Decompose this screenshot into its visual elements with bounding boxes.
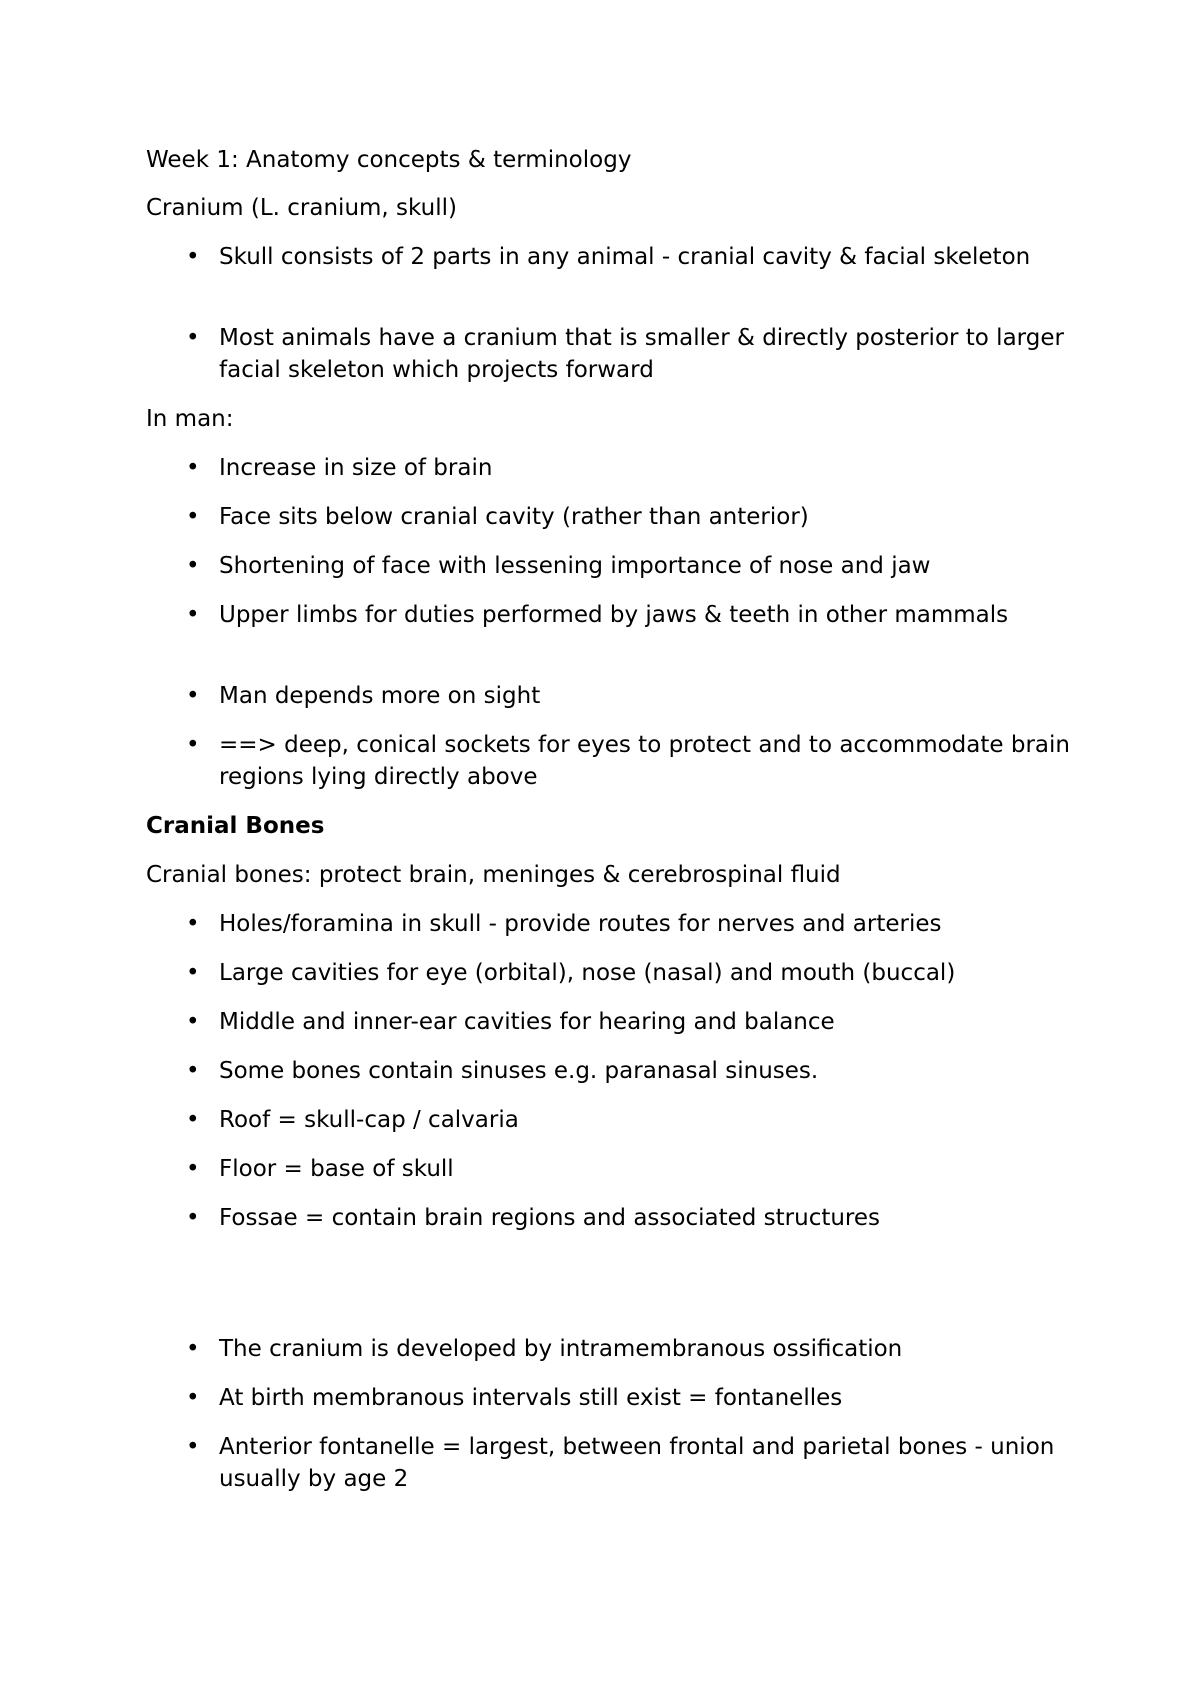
cranial-bones-bullet-2: Large cavities for eye (orbital), nose (nasal) and mouth (buccal) bbox=[219, 960, 956, 986]
in-man-bullet-6: ==> deep, conical sockets for eyes to protect and to accommodate brain regions lying directly above bbox=[219, 732, 1070, 790]
bullet-marker: • bbox=[186, 1107, 200, 1133]
bullet-marker: • bbox=[186, 1058, 200, 1084]
cranial-bones-bullet-4: Some bones contain sinuses e.g. paranasal sinuses. bbox=[219, 1058, 819, 1084]
cranial-bones-bullet-5: Roof = skull-cap / calvaria bbox=[219, 1107, 519, 1133]
bullet-marker: • bbox=[186, 455, 200, 481]
bullet-marker: • bbox=[186, 1205, 200, 1231]
bullet-marker: • bbox=[186, 1009, 200, 1035]
cranial-bones-bullet-6: Floor = base of skull bbox=[219, 1156, 454, 1182]
cranium-intro: Cranium (L. cranium, skull) bbox=[146, 195, 457, 221]
cranial-bones-bullet-3: Middle and inner-ear cavities for hearing and balance bbox=[219, 1009, 835, 1035]
bullet-marker: • bbox=[186, 732, 200, 758]
cranial-bones-heading: Cranial Bones bbox=[146, 813, 325, 839]
bullet-marker: • bbox=[186, 683, 200, 709]
in-man-bullet-5: Man depends more on sight bbox=[219, 683, 541, 709]
in-man-bullet-4: Upper limbs for duties performed by jaws & teeth in other mammals bbox=[219, 602, 1009, 628]
development-bullet-2: At birth membranous intervals still exist = fontanelles bbox=[219, 1385, 843, 1411]
in-man-bullet-3: Shortening of face with lessening importance of nose and jaw bbox=[219, 553, 931, 579]
bullet-marker: • bbox=[186, 325, 200, 351]
in-man-bullet-1: Increase in size of brain bbox=[219, 455, 493, 481]
cranial-bones-bullet-1: Holes/foramina in skull - provide routes for nerves and arteries bbox=[219, 911, 942, 937]
bullet-marker: • bbox=[186, 1336, 200, 1362]
bullet-marker: • bbox=[186, 553, 200, 579]
bullet-marker: • bbox=[186, 602, 200, 628]
bullet-marker: • bbox=[186, 244, 200, 270]
bullet-marker: • bbox=[186, 911, 200, 937]
bullet-marker: • bbox=[186, 960, 200, 986]
cranium-bullet-1: Skull consists of 2 parts in any animal - cranial cavity & facial skeleton bbox=[219, 244, 1031, 270]
bullet-marker: • bbox=[186, 1385, 200, 1411]
bullet-marker: • bbox=[186, 1156, 200, 1182]
development-bullet-1: The cranium is developed by intramembranous ossification bbox=[219, 1336, 903, 1362]
in-man-bullet-2: Face sits below cranial cavity (rather than anterior) bbox=[219, 504, 809, 530]
bullet-marker: • bbox=[186, 504, 200, 530]
cranial-bones-bullet-7: Fossae = contain brain regions and associated structures bbox=[219, 1205, 881, 1231]
bullet-marker: • bbox=[186, 1434, 200, 1460]
development-bullet-3: Anterior fontanelle = largest, between frontal and parietal bones - union usually by age 2 bbox=[219, 1434, 1055, 1492]
in-man-label: In man: bbox=[146, 406, 234, 432]
cranium-bullet-2: Most animals have a cranium that is smaller & directly posterior to larger facial skeleton which projects forward bbox=[219, 325, 1064, 383]
cranial-bones-intro: Cranial bones: protect brain, meninges & cerebrospinal fluid bbox=[146, 862, 841, 888]
page-title: Week 1: Anatomy concepts & terminology bbox=[146, 147, 632, 173]
